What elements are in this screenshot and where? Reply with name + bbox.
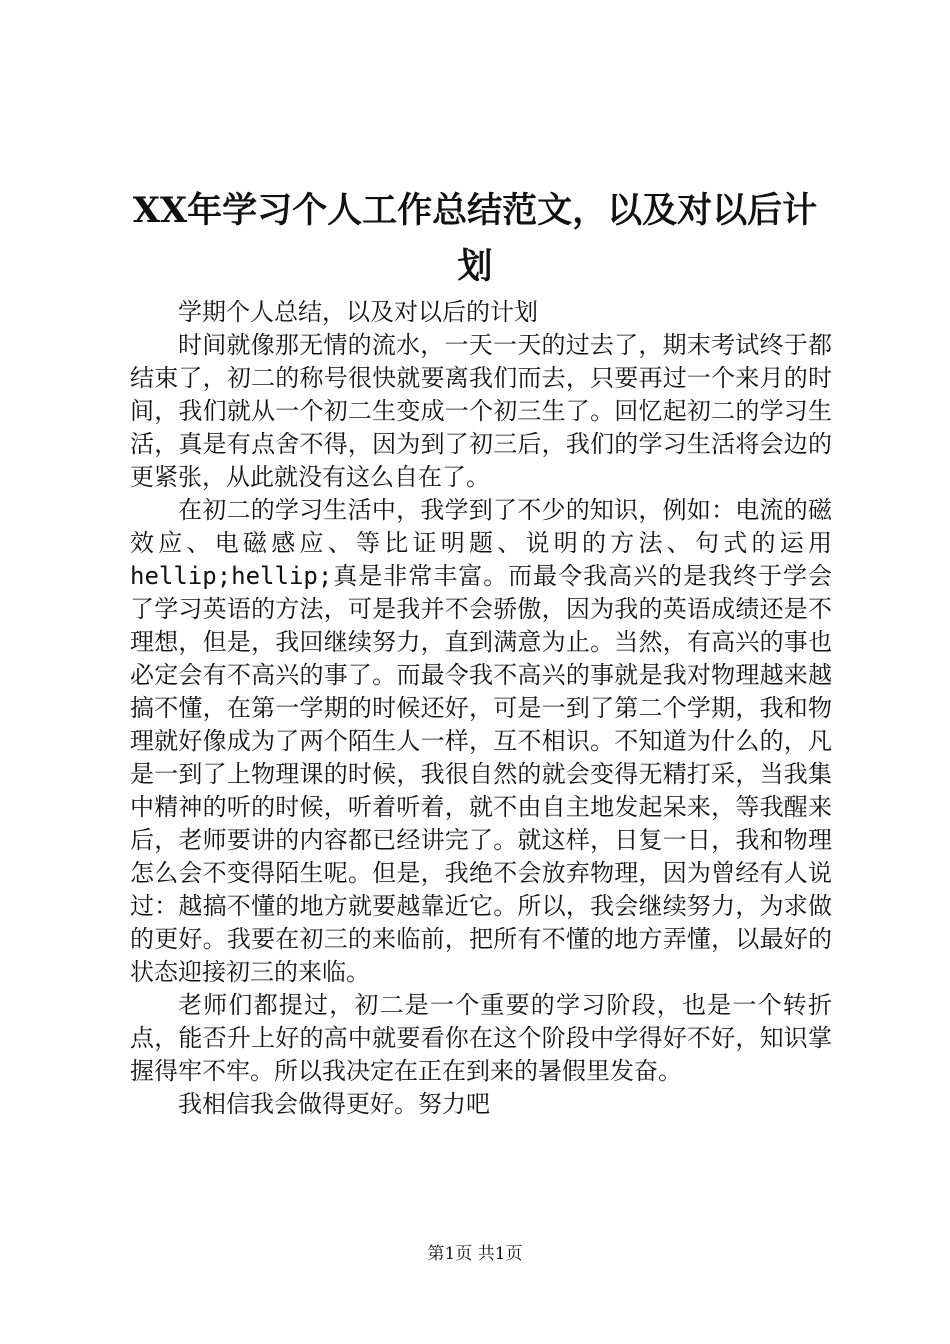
document-title: XX年学习个人工作总结范文，以及对以后计划 bbox=[132, 190, 818, 287]
paragraph: 学期个人总结，以及对以后的计划 bbox=[178, 298, 538, 326]
page-footer: 第1页 共1页 bbox=[427, 1244, 523, 1264]
paragraph: 在初二的学习生活中，我学到了不少的知识，例如：电流的磁效应、电磁感应、等比证明题、说明的方法、句式的运用hellip;hellip;真是非常丰富。而最令我高兴的是我终于学会了学习英语的方法，可是我并不会骄傲，因为我的英语成绩还是不理想，但是，我回继续努力，直到满意为止。当然，有高兴的事也必定会有不高兴的事了。而最令我不高兴的事就是我对物理越来越搞不懂，在第一学期的时候还好，可是一到了第二个学期，我和物理就好像成为了两个陌生人一样，互不相识。不知道为什么的，凡是一到了上物理课的时候，我很自然的就会变得无精打采，当我集中精神的听的时候，听着听着，就不由自主地发起呆来，等我醒来后，老师要讲的内容都已经讲完了。就这样，日复一日，我和物理怎么会不变得陌生呢。但是，我绝不会放弃物理，因为曾经有人说过：越搞不懂的地方就要越靠近它。所以，我会继续努力，为求做的更好。我要在初三的来临前，把所有不懂的地方弄懂，以最好的状态迎接初三的来临。 bbox=[130, 496, 832, 986]
paragraph: 老师们都提过，初二是一个重要的学习阶段，也是一个转折点，能否升上好的高中就要看你在这个阶段中学得好不好，知识掌握得牢不牢。所以我决定在正在到来的暑假里发奋。 bbox=[130, 991, 832, 1085]
paragraph: 我相信我会做得更好。努力吧 bbox=[178, 1090, 490, 1118]
document-body bbox=[130, 296, 832, 1121]
paragraph: 时间就像那无情的流水，一天一天的过去了，期末考试终于都结束了，初二的称号很快就要离我们而去，只要再过一个来月的时间，我们就从一个初二生变成一个初三生了。回忆起初二的学习生活，真是有点舍不得，因为到了初三后，我们的学习生活将会边的更紧张，从此就没有这么自在了。 bbox=[130, 331, 832, 491]
